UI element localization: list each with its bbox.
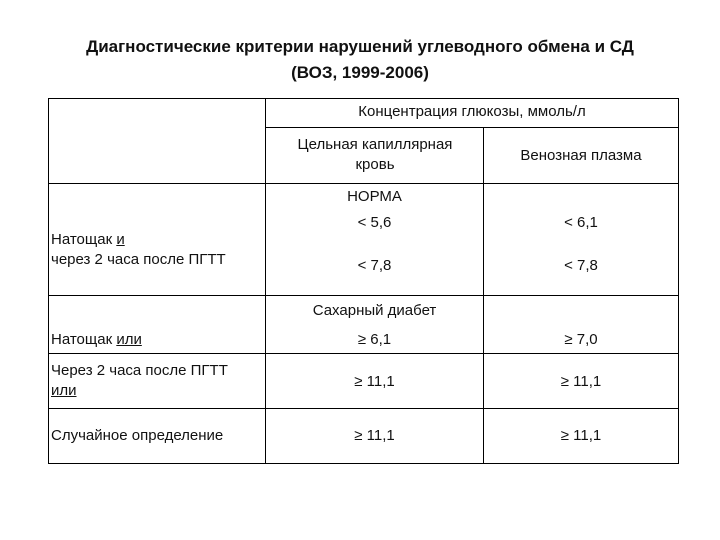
norm-fasting-capillary: < 5,6	[357, 214, 392, 231]
diab-row-2-venous: ≥ 11,1	[560, 373, 602, 390]
diab-row-1-venous: ≥ 7,0	[564, 331, 598, 348]
diab-row-3-venous: ≥ 11,1	[560, 427, 602, 444]
section-norm: НОРМА	[347, 188, 402, 205]
page-subtitle: (ВОЗ, 1999-2006)	[291, 63, 429, 82]
table-rule-subheader	[265, 127, 678, 128]
norm-label-and: и	[116, 231, 125, 248]
header-venous-plasma: Венозная плазма	[520, 147, 642, 164]
norm-label-part1: Натощак	[51, 231, 117, 248]
diab-row-3-capillary: ≥ 11,1	[354, 427, 395, 444]
norm-fasting-venous: < 6,1	[564, 214, 598, 231]
diab-row-1-label-or: или	[116, 331, 142, 348]
table-rule-col-values	[483, 127, 484, 464]
page-title: Диагностические критерии нарушений углеводного обмена и СД	[86, 37, 634, 56]
table-rule-col-label	[265, 98, 266, 464]
norm-row-label	[51, 230, 263, 270]
table-rule-norm-bottom	[48, 295, 678, 296]
diab-row-1-capillary: ≥ 6,1	[357, 331, 392, 348]
diab-row-1-label-text: Натощак	[51, 331, 117, 348]
diab-row-1-label	[51, 330, 263, 350]
diab-row-2-label-or: или	[51, 382, 77, 399]
table-rule-header-bottom	[48, 183, 678, 184]
table-border-top	[48, 98, 678, 99]
diab-row-2-capillary: ≥ 11,1	[354, 373, 395, 390]
norm-label-part2: через 2 часа после ПГТТ	[51, 251, 226, 268]
norm-2h-venous: < 7,8	[564, 257, 598, 274]
diab-row-2-label-text: Через 2 часа после ПГТТ	[51, 362, 228, 379]
diab-row-3-label	[51, 426, 263, 446]
header-group-label: Концентрация глюкозы, ммоль/л	[358, 103, 586, 120]
table-rule-diab-1	[48, 353, 678, 354]
norm-2h-capillary: < 7,8	[357, 257, 392, 274]
section-diabetes: Сахарный диабет	[312, 302, 437, 319]
table-border-bottom	[48, 463, 678, 464]
diab-row-3-label-text: Случайное определение	[51, 427, 224, 444]
diab-row-2-label	[51, 361, 263, 401]
table-border-right	[678, 98, 679, 464]
header-capillary-blood: Цельная капиллярная кровь	[297, 136, 453, 173]
table-border-left	[48, 98, 49, 464]
table-rule-diab-2	[48, 408, 678, 409]
